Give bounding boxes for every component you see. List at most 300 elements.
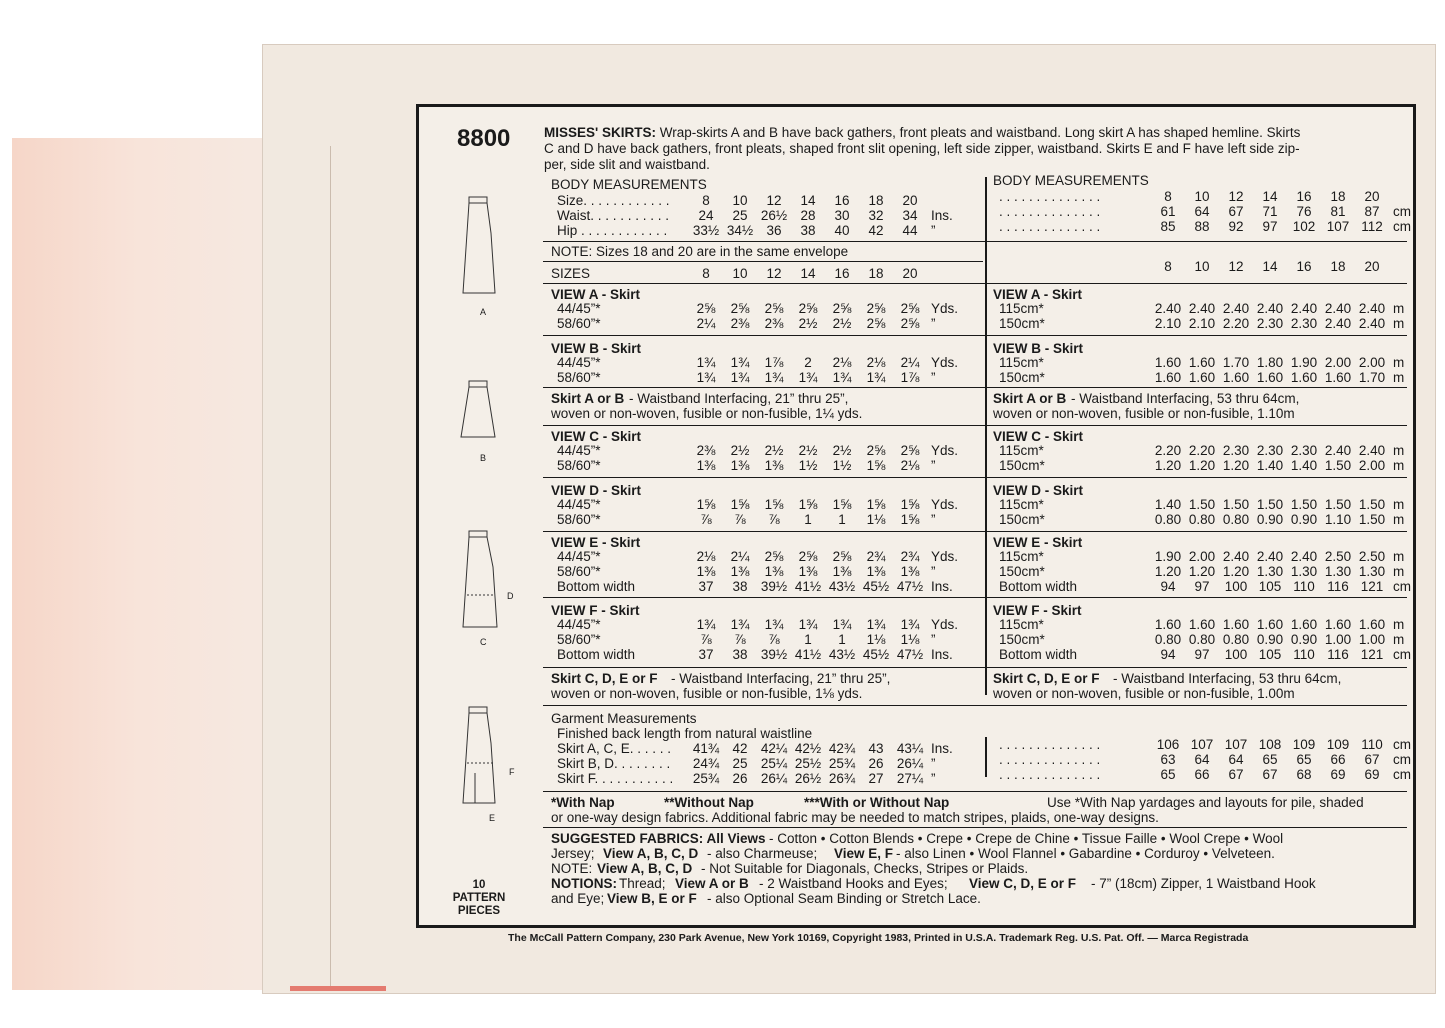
view-left-row-value: 2⅝ [900,316,920,331]
view-left-row-value: 1⅝ [866,497,886,512]
view-left-row-unit: ” [931,512,936,527]
pattern-pieces-line2: PIECES [457,905,501,917]
garment-left-row-value: 43 [868,741,884,756]
view-right-row-value: 0.90 [1290,512,1318,527]
interfacing-title: Skirt A or B [993,391,1067,406]
view-title-left: VIEW D - Skirt [551,483,642,498]
view-left-row-label: 44/45”* [557,549,601,564]
view-right-row-value: 2.00 [1188,549,1216,564]
view-left-row-label: 58/60”* [557,458,601,473]
view-left-row-value: 2¾ [900,549,920,564]
view-left-row-value: ⅞ [768,632,780,647]
view-right-row-value: 2.40 [1358,443,1386,458]
view-left-row-value: 2½ [832,316,852,331]
view-right-row-label: 115cm* [999,443,1044,458]
view-right-row-value: 1.30 [1290,564,1318,579]
body-right-row-value: 87 [1364,204,1380,219]
view-right-row-value: 2.00 [1358,355,1386,370]
view-right-row-unit: m [1393,617,1405,632]
garment-right-row-value: 110 [1361,737,1383,752]
body-right-row-value: 18 [1330,189,1346,204]
section-rule [543,335,1407,336]
view-right-row-label: 150cm* [999,512,1045,527]
view-right-row-unit: cm [1393,579,1411,594]
view-left-row-unit: Ins. [931,647,953,662]
view-right-row-label: 115cm* [999,497,1044,512]
view-left-row-value: 2⅝ [866,316,886,331]
view-title-right: VIEW C - Skirt [993,429,1084,444]
view-right-row-label: Bottom width [999,647,1078,662]
garment-right-row-value: 67 [1262,767,1278,782]
view-left-row-value: 41½ [794,579,822,594]
view-left-row-value: 2⅝ [798,549,818,564]
interfacing-ab-right-2: woven or non-woven, fusible or non-fusible, 1.10m [993,406,1295,421]
view-right-row-unit: m [1393,497,1405,512]
notions-line-1: - 7” (18cm) Zipper, 1 Waistband Hook [1091,876,1316,891]
body-left-row-value: 12 [766,193,782,208]
garment-left-row-value: 42½ [794,741,822,756]
view-right-row-value: 2.40 [1222,549,1250,564]
view-left-row-value: ⅞ [768,512,780,527]
nap-note: *With Nap [551,795,615,810]
view-right-row-label: 150cm* [999,316,1045,331]
view-left-row-value: 1¾ [866,370,886,385]
view-left-row-label: 58/60”* [557,370,601,385]
body-measurements-heading: BODY MEASUREMENTS [551,177,707,192]
garment-right-row-unit: cm [1393,752,1411,767]
section-rule [543,425,1407,426]
view-left-row-value: 1⅜ [900,564,920,579]
view-right-row-value: 1.60 [1256,617,1284,632]
view-left-row-value: 1⅛ [866,512,886,527]
view-left-row-value: 2¼ [900,355,920,370]
view-left-row-value: 1¾ [730,617,750,632]
view-left-row-value: 1 [838,512,846,527]
section-rule [543,597,1407,598]
fabrics-line-1: - Cotton • Cotton Blends • Crepe • Crepe de Chine • Tissue Faille • Wool Crepe • Wool [769,831,1284,846]
view-right-row-value: 2.50 [1358,549,1386,564]
garment-left-row-value: 42¼ [760,741,788,756]
view-right-row-unit: m [1393,632,1405,647]
size-header-metric: 20 [1364,259,1380,274]
view-left-row-value: 2½ [730,443,750,458]
body-left-row-value: 18 [868,193,884,208]
view-left-row-value: 2⅛ [866,355,886,370]
view-title-left: VIEW E - Skirt [551,535,641,550]
view-left-row-value: 2⅜ [764,316,784,331]
view-right-row-value: 1.60 [1324,617,1352,632]
view-right-row-value: 1.60 [1188,617,1216,632]
view-right-row-value: 1.60 [1222,370,1250,385]
notions-line-1: Thread; [619,876,666,891]
view-left-row-label: 58/60”* [557,632,601,647]
view-title-left: VIEW F - Skirt [551,603,640,618]
view-right-row-value: 0.80 [1222,512,1250,527]
body-right-row-label: . . . . . . . . . . . . . . [999,204,1101,219]
view-left-row-value: 2¾ [866,549,886,564]
view-right-row-unit: m [1393,370,1405,385]
view-right-row-value: 2.40 [1324,301,1352,316]
view-right-row-value: 2.40 [1256,301,1284,316]
body-left-row-label: Waist. . . . . . . . . . . [557,208,670,223]
garment-left-row-unit: ” [931,756,936,771]
view-left-row-unit: ” [931,564,936,579]
body-right-row-value: 67 [1228,204,1244,219]
garment-right-row-label: . . . . . . . . . . . . . . [999,767,1101,782]
garment-left-row-value: 26¾ [828,771,856,786]
fabrics-note: NOTE: [551,861,593,876]
garment-left-row-value: 42¾ [828,741,856,756]
size-header: 18 [868,266,884,281]
view-left-row-label: 58/60”* [557,512,601,527]
body-left-row-value: 14 [800,193,816,208]
view-left-row-value: 1⅝ [900,512,920,527]
view-left-row-value: 37 [698,579,714,594]
view-right-row-value: 1.20 [1222,458,1250,473]
garment-left-row-value: 25¼ [760,756,788,771]
garment-left-row-value: 26¼ [760,771,788,786]
view-right-row-value: 2.40 [1358,316,1386,331]
view-right-row-label: 115cm* [999,301,1044,316]
body-right-row-value: 112 [1361,219,1383,234]
garment-right-row-value: 63 [1160,752,1176,767]
view-left-row-value: 2½ [798,316,818,331]
view-left-row-value: 1⅜ [764,458,784,473]
view-left-row-label: Bottom width [557,579,636,594]
view-left-row-value: 39½ [760,579,788,594]
body-right-row-value: 71 [1262,204,1278,219]
garment-right-row-value: 107 [1190,737,1214,752]
body-right-row-value: 8 [1164,189,1172,204]
body-left-row-value: 20 [902,193,918,208]
size-header: 20 [902,266,918,281]
pattern-pieces-count: 10 [472,879,486,891]
garment-right-row-value: 107 [1224,737,1248,752]
view-right-row-value: 1.20 [1154,458,1182,473]
view-left-row-value: 2⅝ [730,301,750,316]
view-right-row-value: 1.50 [1222,497,1250,512]
section-rule [543,241,1407,242]
body-right-row-value: 92 [1228,219,1244,234]
view-right-row-value: 2.30 [1256,316,1284,331]
view-right-row-value: 2.40 [1290,549,1318,564]
view-right-row-value: 2.40 [1290,301,1318,316]
view-left-row-value: 2⅝ [798,301,818,316]
view-left-row-value: 2⅝ [764,549,784,564]
garment-left-row-value: 27¼ [896,771,924,786]
view-left-row-value: 1⅞ [764,355,784,370]
view-left-row-value: 1⅜ [866,564,886,579]
view-right-row-value: 94 [1160,579,1176,594]
fabrics-line-2: View A, B, C, D [603,846,699,861]
section-rule [543,667,1407,668]
view-left-row-value: 1¾ [900,617,920,632]
body-left-row-value: 34 [902,208,918,223]
garment-right-row-unit: cm [1393,767,1411,782]
size-header: 16 [834,266,850,281]
view-right-row-value: 105 [1258,579,1282,594]
notions-line-2: and Eye; [551,891,605,906]
garment-left-row-value: 25½ [794,756,822,771]
view-right-row-value: 97 [1194,579,1210,594]
garment-right-row-value: 69 [1364,767,1380,782]
size-header: 8 [702,266,710,281]
view-left-row-label: 44/45”* [557,617,601,632]
garment-left-row-unit: ” [931,771,936,786]
intro-line-3: per, side slit and waistband. [544,157,710,172]
garment-right-row-value: 64 [1194,752,1210,767]
view-title-left: VIEW A - Skirt [551,287,641,302]
garment-right-row-value: 109 [1326,737,1350,752]
view-left-row-value: 2⅝ [832,301,852,316]
body-left-row-value: 44 [902,223,918,238]
view-right-row-value: 0.80 [1154,632,1182,647]
view-right-row-value: 1.60 [1256,370,1284,385]
fabrics-heading: SUGGESTED FABRICS: All Views [551,831,766,846]
garment-left-row-value: 24¾ [692,756,720,771]
body-right-row-value: 61 [1160,204,1176,219]
notions-line-2: - also Optional Seam Binding or Stretch Lace. [707,891,981,906]
skirt-label-f: F [509,767,515,777]
fabrics-note: - Not Suitable for Diagonals, Checks, Stripes or Plaids. [701,861,1029,876]
garment-left-row-label: Skirt B, D. . . . . . . . [557,756,671,771]
view-left-row-label: Bottom width [557,647,636,662]
view-left-row-unit: Yds. [931,301,959,316]
view-right-row-value: 121 [1360,579,1384,594]
view-right-row-value: 1.40 [1290,458,1318,473]
view-right-row-unit: m [1393,443,1405,458]
view-left-row-value: 1⅛ [900,632,920,647]
view-right-row-value: 2.10 [1188,316,1216,331]
body-left-row-value: 8 [702,193,710,208]
pattern-info-panel [416,104,1416,928]
view-left-row-value: 2⅝ [764,301,784,316]
view-right-row-value: 2.30 [1222,443,1250,458]
interfacing-ab-left: - Waistband Interfacing, 21” thru 25”, [629,391,849,406]
intro-line-1 [544,125,1300,140]
view-right-row-unit: m [1393,512,1405,527]
fabrics-line-2: Jersey; [551,846,595,861]
skirt-label-b: B [480,453,487,463]
garment-right-row-value: 66 [1330,752,1346,767]
body-left-row-value: 16 [834,193,850,208]
view-right-row-value: 1.80 [1256,355,1284,370]
garment-right-row-unit: cm [1393,737,1411,752]
view-right-row-value: 1.60 [1154,617,1182,632]
garment-right-row-value: 106 [1156,737,1180,752]
body-right-row-value: 20 [1364,189,1380,204]
column-divider-top [985,177,987,695]
view-right-row-label: 115cm* [999,549,1044,564]
view-right-row-value: 2.20 [1188,443,1216,458]
red-edge-mark [290,986,386,991]
interfacing-cdef-left-2: woven or non-woven, fusible or non-fusible, 1⅛ yds. [551,686,863,701]
view-right-row-value: 2.40 [1256,549,1284,564]
body-right-row-unit: cm [1393,219,1411,234]
view-left-row-value: 1⅝ [730,497,750,512]
view-right-row-value: 0.80 [1188,512,1216,527]
size-header: 14 [800,266,816,281]
view-right-row-value: 116 [1327,647,1349,662]
view-left-row-value: 1½ [798,458,818,473]
body-right-row-label: . . . . . . . . . . . . . . [999,219,1101,234]
view-left-row-value: 1⅜ [696,564,716,579]
body-right-row-value: 16 [1296,189,1312,204]
garment-left-row-unit: Ins. [931,741,953,756]
view-right-row-unit: m [1393,355,1405,370]
view-left-row-unit: Ins. [931,579,953,594]
fabrics-note: View A, B, C, D [597,861,693,876]
view-left-row-unit: Yds. [931,497,959,512]
notions-line-2: View B, E or F [607,891,697,906]
body-left-row-value: 32 [868,208,884,223]
garment-left-row-value: 42 [732,741,748,756]
garment-right-row-value: 109 [1292,737,1316,752]
skirt-label-c: C [480,637,487,647]
interfacing-cdef-right-2: woven or non-woven, fusible or non-fusible, 1.00m [993,686,1295,701]
intro-text-1: Wrap-skirts A and B have back gathers, front pleats and waistband. Long skirt A has shaped hemline. Skirts [659,125,1301,140]
view-right-row-value: 1.40 [1154,497,1182,512]
body-left-row-value: 33½ [692,223,720,238]
view-title-left: VIEW B - Skirt [551,341,642,356]
view-title-left: VIEW C - Skirt [551,429,642,444]
view-title-right: VIEW B - Skirt [993,341,1084,356]
view-right-row-value: 1.30 [1256,564,1284,579]
garment-right-row-value: 65 [1160,767,1176,782]
section-rule [543,705,1407,706]
view-left-row-value: 1⅜ [832,564,852,579]
view-left-row-value: 38 [732,579,748,594]
view-right-row-unit: m [1393,564,1405,579]
garment-left-row-value: 26½ [794,771,822,786]
view-left-row-value: 1¾ [866,617,886,632]
garment-left-row-value: 25¾ [692,771,720,786]
view-right-row-value: 2.10 [1154,316,1182,331]
body-left-row-value: 24 [698,208,714,223]
view-right-row-value: 1.30 [1358,564,1386,579]
size-header: 12 [766,266,782,281]
view-right-row-value: 94 [1160,647,1176,662]
interfacing-cdef-right: - Waistband Interfacing, 53 thru 64cm, [1113,671,1342,686]
section-rule [543,261,983,262]
view-right-row-value: 0.80 [1222,632,1250,647]
body-left-row-unit: Ins. [931,208,953,223]
view-left-row-value: 1⅝ [798,497,818,512]
nap-note: ***With or Without Nap [804,795,950,810]
body-right-row-value: 102 [1292,219,1316,234]
body-right-row-value: 97 [1262,219,1278,234]
view-left-row-value: 1¾ [696,370,716,385]
view-right-row-value: 0.90 [1256,632,1284,647]
nap-note: Use *With Nap yardages and layouts for pile, shaded [1047,795,1364,810]
view-left-row-value: 1¾ [832,617,852,632]
view-right-row-unit: m [1393,301,1405,316]
size-header-metric: 12 [1228,259,1244,274]
view-left-row-value: 1¾ [832,370,852,385]
view-left-row-value: 1 [804,512,812,527]
garment-right-row-value: 68 [1296,767,1312,782]
garment-left-row-value: 26¼ [896,756,924,771]
body-left-row-value: 38 [800,223,816,238]
intro-line-2: C and D have back gathers, front pleats, shaped front slit opening, left side zipper, waistband. Skirts E and F have left side zip- [544,141,1300,156]
view-right-row-value: 2.30 [1256,443,1284,458]
view-right-row-value: 97 [1194,647,1210,662]
column-divider-garment [985,737,987,777]
interfacing-cdef-left: - Waistband Interfacing, 21” thru 25”, [671,671,891,686]
view-left-row-value: 1¾ [798,370,818,385]
view-right-row-value: 1.50 [1324,458,1352,473]
view-left-row-value: 2¼ [730,549,750,564]
interfacing-title: Skirt C, D, E or F [993,671,1100,686]
body-left-row-value: 30 [834,208,850,223]
view-left-row-label: 58/60”* [557,564,601,579]
view-right-row-value: 2.40 [1324,316,1352,331]
view-right-row-unit: m [1393,458,1405,473]
garment-right-row-value: 65 [1262,752,1278,767]
skirt-a-sketch [455,193,505,303]
body-left-row-value: 28 [800,208,816,223]
section-rule [543,531,1407,532]
view-left-row-value: 2⅜ [696,443,716,458]
view-left-row-label: 44/45”* [557,355,601,370]
view-right-row-value: 1.90 [1290,355,1318,370]
view-right-row-value: 1.20 [1188,564,1216,579]
skirt-label-e: E [489,813,496,823]
view-left-row-value: 1¾ [764,617,784,632]
body-measurements-heading-metric: BODY MEASUREMENTS [993,173,1149,188]
nap-note-2: or one-way design fabrics. Additional fabric may be needed to match stripes, plaids, one-way designs. [551,810,1159,825]
notions-line-1: View A or B [675,876,749,891]
fabrics-line-2: - also Charmeuse; [707,846,818,861]
view-left-row-value: 2½ [764,443,784,458]
view-left-row-value: 2⅛ [696,549,716,564]
view-right-row-value: 2.20 [1154,443,1182,458]
view-right-row-value: 2.50 [1324,549,1352,564]
view-right-row-value: 1.60 [1188,355,1216,370]
pattern-pieces-label [439,879,519,918]
view-left-row-value: 2⅝ [866,443,886,458]
view-right-row-value: 2.40 [1358,301,1386,316]
body-right-row-value: 88 [1194,219,1210,234]
view-left-row-value: 2⅛ [900,458,920,473]
view-title-right: VIEW E - Skirt [993,535,1083,550]
view-left-row-value: ⅞ [700,512,712,527]
body-left-row-value: 40 [834,223,850,238]
view-left-row-value: 45½ [862,647,890,662]
view-left-row-value: 1⅜ [764,564,784,579]
view-left-row-value: 43½ [828,579,856,594]
view-right-row-value: 1.60 [1188,370,1216,385]
view-right-row-value: 0.90 [1290,632,1318,647]
view-right-row-value: 1.20 [1154,564,1182,579]
garment-right-row-value: 64 [1228,752,1244,767]
view-left-row-value: 1⅝ [900,497,920,512]
view-left-row-label: 44/45”* [557,301,601,316]
view-left-row-unit: ” [931,632,936,647]
view-left-row-value: ⅞ [734,632,746,647]
garment-right-row-value: 69 [1330,767,1346,782]
view-right-row-value: 2.00 [1358,458,1386,473]
note-sizes: NOTE: Sizes 18 and 20 are in the same envelope [551,244,849,259]
view-right-row-value: 1.90 [1154,549,1182,564]
interfacing-ab-right: - Waistband Interfacing, 53 thru 64cm, [1071,391,1300,406]
body-left-row-value: 25 [732,208,748,223]
section-rule [543,791,1407,792]
skirt-label-a: A [480,307,487,317]
skirt-cd-sketch [455,527,505,637]
garment-heading: Garment Measurements [551,711,697,726]
view-right-row-value: 1.20 [1188,458,1216,473]
